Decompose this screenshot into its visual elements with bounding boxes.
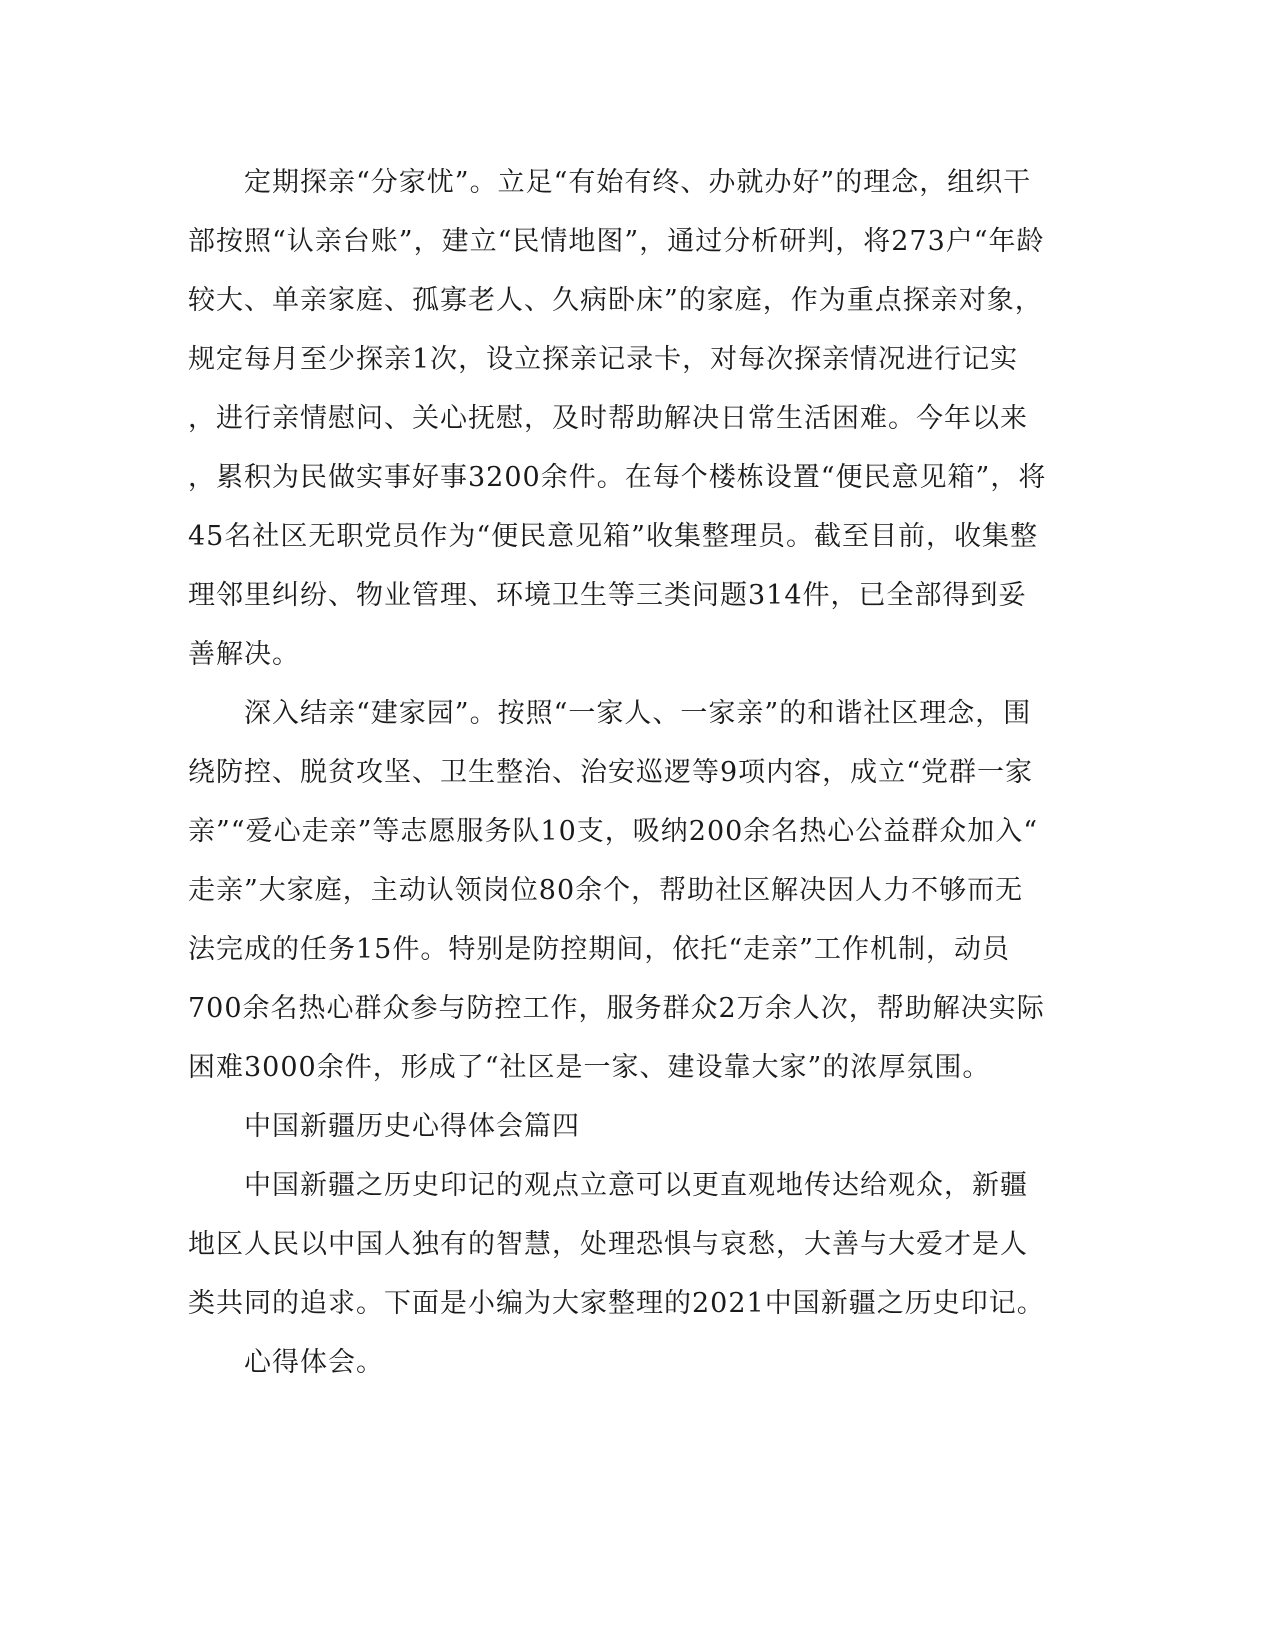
text-line: 亲”“爱心走亲”等志愿服务队10支，吸纳200余名热心公益群众加入“ (188, 816, 1039, 847)
text-line: 700余名热心群众参与防控工作，服务群众2万余人次，帮助解决实际 (188, 993, 1045, 1024)
text-line: 部按照“认亲台账”，建立“民情地图”，通过分析研判，将273户“年龄 (188, 226, 1045, 257)
text-line: 困难3000余件，形成了“社区是一家、建设靠大家”的浓厚氛围。 (188, 1052, 991, 1083)
text-line: 定期探亲“分家忧”。立足“有始有终、办就办好”的理念，组织干 (188, 167, 1032, 198)
text-line: 规定每月至少探亲1次，设立探亲记录卡，对每次探亲情况进行记实 (188, 344, 1019, 375)
text-line: 绕防控、脱贫攻坚、卫生整治、治安巡逻等9项内容，成立“党群一家 (188, 757, 1033, 788)
text-line: 走亲”大家庭，主动认领岗位80余个，帮助社区解决因人力不够而无 (188, 875, 1024, 906)
section-heading: 中国新疆历史心得体会篇四 (188, 1111, 580, 1142)
text-line: 45名社区无职党员作为“便民意见箱”收集整理员。截至目前，收集整 (188, 521, 1038, 552)
text-line: 深入结亲“建家园”。按照“一家人、一家亲”的和谐社区理念，围 (188, 698, 1032, 729)
text-line: 地区人民以中国人独有的智慧，处理恐惧与哀愁，大善与大爱才是人 (188, 1229, 1028, 1260)
text-line: 法完成的任务15件。特别是防控期间，依托“走亲”工作机制，动员 (188, 934, 1010, 965)
text-line: ，进行亲情慰问、关心抚慰，及时帮助解决日常生活困难。今年以来 (188, 403, 1028, 434)
text-line: 较大、单亲家庭、孤寡老人、久病卧床”的家庭，作为重点探亲对象， (188, 285, 1043, 316)
text-line: 善解决。 (188, 639, 300, 670)
text-line: ，累积为民做实事好事3200余件。在每个楼栋设置“便民意见箱”，将 (188, 462, 1047, 493)
text-line: 心得体会。 (188, 1347, 384, 1378)
text-line: 理邻里纠纷、物业管理、环境卫生等三类问题314件，已全部得到妥 (188, 580, 1027, 611)
text-line: 中国新疆之历史印记的观点立意可以更直观地传达给观众，新疆 (188, 1170, 1028, 1201)
text-line: 类共同的追求。下面是小编为大家整理的2021中国新疆之历史印记。 (188, 1288, 1045, 1319)
